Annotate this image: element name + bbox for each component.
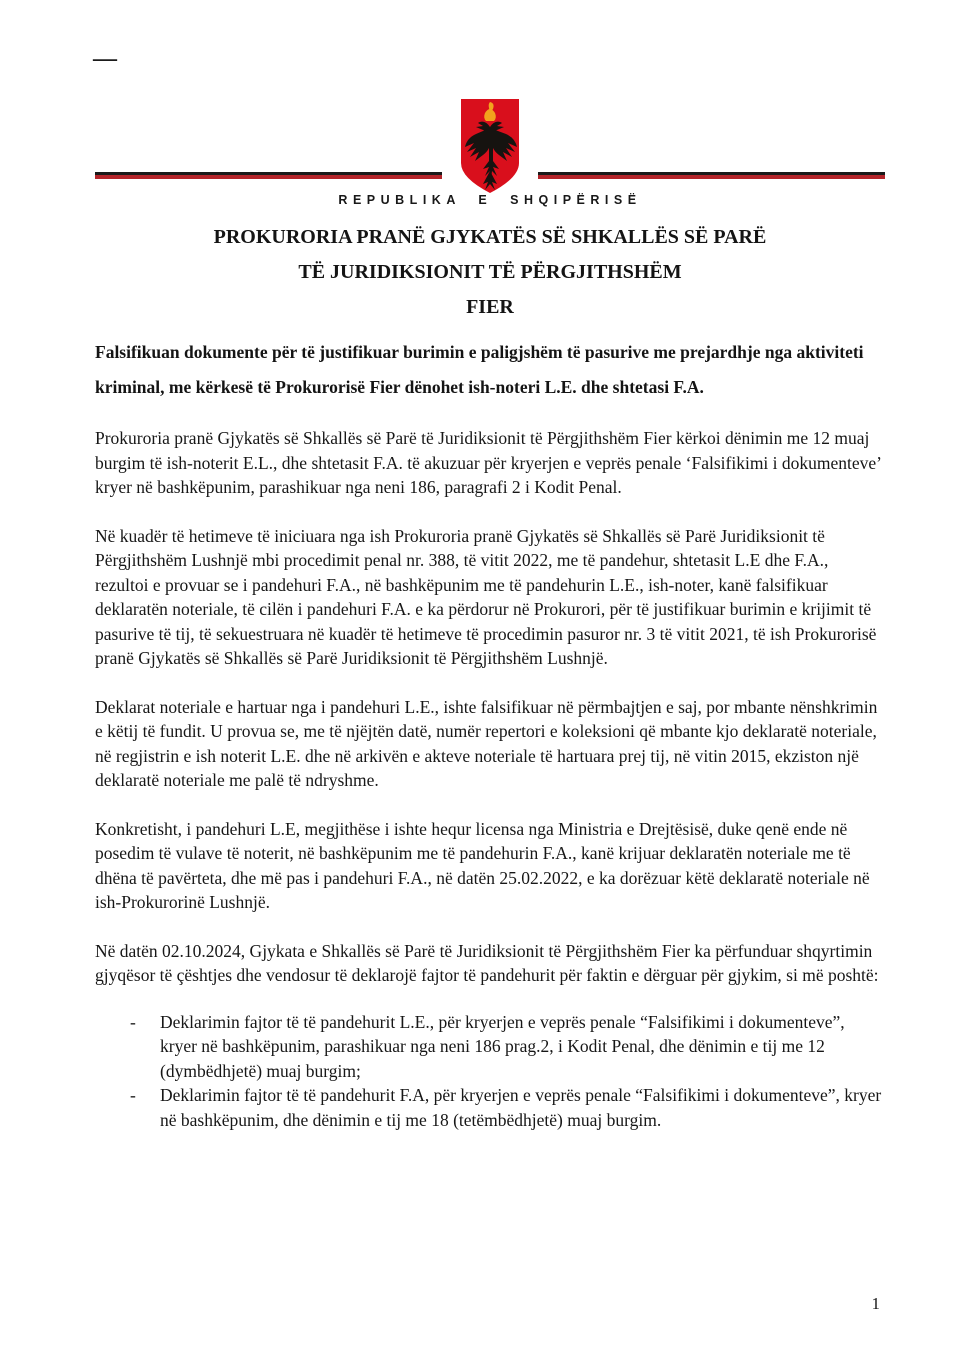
list-item: [130, 1010, 885, 1084]
lead-paragraph: Falsifikuan dokumente për të justifikuar burimin e paligjshëm të pasurive me prejardhje nga aktiviteti kriminal, me kërkesë të Prokurorisë Fier dënohet ish-noteri L.E. dhe shtetasi F.A.: [95, 342, 864, 397]
document-body: [95, 220, 885, 1132]
verdict-list: [95, 1010, 885, 1133]
institution-title-line1: PROKURORIA PRANË GJYKATËS SË SHKALLËS SË PARË: [213, 226, 767, 248]
bullet-marker: -: [130, 1085, 136, 1105]
albania-coat-of-arms-icon: [459, 97, 521, 195]
institution-title: [95, 220, 885, 325]
body-paragraph-4: Konkretisht, i pandehuri L.E, megjithëse i ishte hequr licensa nga Ministria e Drejtësisë, duke qenë ende në posedim të vulave të noterit, në bashkëpunim me të pandehurin F.A., kanë krijuar deklaratën noteriale me të dhëna të pavërteta, dhe më pas i pandehuri F.A., në datën 25.02.2022, e ka dorëzuar këtë deklaratë noteriale në ish-Prokurorinë Lushnjë.: [95, 818, 870, 912]
corner-dash-mark: —: [93, 46, 116, 72]
institution-title-line2: TË JURIDIKSIONIT TË PËRGJITHSHËM: [298, 261, 682, 283]
body-paragraph-5: Në datën 02.10.2024, Gjykata e Shkallës së Parë të Juridiksionit të Përgjithshëm Fier ka përfunduar shqyrtimin gjyqësor të çështjes dhe vendosur të deklarojë fajtor të pandehurit për faktin e dërguar për gjykim, si më poshtë:: [95, 940, 879, 985]
verdict-item-2: Deklarimin fajtor të të pandehurit F.A, për kryerjen e veprës penale “Falsifikimi i dokumenteve”, kryer në bashkëpunim, dhe dënimin e tij me 18 (tetëmbëdhjetë) muaj burgim.: [160, 1085, 882, 1130]
list-item: [130, 1083, 885, 1132]
republic-label: REPUBLIKA E SHQIPËRISË: [338, 193, 642, 207]
national-emblem: [442, 97, 538, 195]
body-paragraph-2: Në kuadër të hetimeve të iniciuara nga ish Prokuroria pranë Gjykatës së Shkallës së Parë Juridiksionit të Përgjithshëm Lushnjë mbi procedimit penal nr. 388, të vitit 2022, me të pandehur, shtetasit L.E dhe F.A., rezultoi e provuar se i pandehuri F.A., në bashkëpunim me të pandehurin L.E., ish-noter, kanë falsifikuar deklaratën noteriale, të cilën i pandehuri F.A. e ka përdorur në Prokurori, për të justifikuar burimin e krijimit të pasurive të tij, të sekuestruara në kuadër të hetimeve të procedimin pasuror nr. 3 të vitit 2021, të ish Prokurorisë pranë Gjykatës së Shkallës së Parë Juridiksionit të Përgjithshëm Lushnjë.: [95, 525, 877, 668]
page-number: 1: [871, 1294, 880, 1313]
bullet-marker: -: [130, 1011, 136, 1032]
verdict-item-1: Deklarimin fajtor të të pandehurit L.E., për kryerjen e veprës penale “Falsifikimi i dokumenteve”, kryer në bashkëpunim, parashikuar nga neni 186 prag.2, i Kodit Penal, dhe dënimin e tij me 12 (dymbëdhjetë) muaj burgim;: [160, 1011, 845, 1081]
body-paragraph-1: Prokuroria pranë Gjykatës së Shkallës së Parë të Juridiksionit të Përgjithshëm Fier kërkoi dënimin me 12 muaj burgim të ish-noterit E.L., dhe shtetasit F.A. të akuzuar për kryerjen e veprës penale ‘Falsifikimi i dokumenteve’ kryer në bashkëpunim, parashikuar nga neni 186, paragrafi 2 i Kodit Penal.: [95, 428, 881, 497]
institution-title-line3: FIER: [466, 296, 514, 318]
body-paragraph-3: Deklarat noteriale e hartuar nga i pandehuri L.E., ishte falsifikuar në përmbajtjen e saj, por mbante nënshkrimin e këtij të fundit. U provua se, me të njëjtën datë, numër repertori e koleksioni që mbante kjo deklaratë noteriale, në regjistrin e ish noterit L.E. dhe në arkivën e akteve noteriale të hartuara prej tij, në vitin 2015, ekziston një deklaratë noteriale me palë të ndryshme.: [95, 696, 878, 790]
